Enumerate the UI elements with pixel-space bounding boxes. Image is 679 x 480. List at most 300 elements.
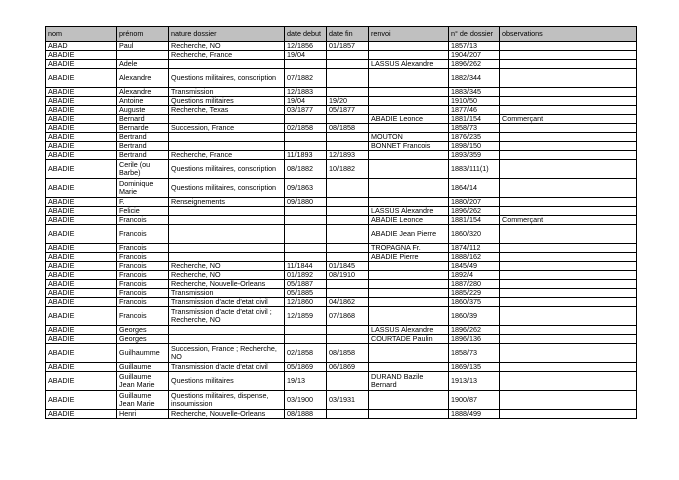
cell-observations — [500, 42, 637, 51]
cell-numero-dossier: 1858/73 — [449, 344, 500, 363]
header-date-debut: date debut — [285, 27, 327, 42]
cell-nom: ABADIE — [46, 289, 117, 298]
cell-renvoi — [369, 160, 449, 179]
cell-numero-dossier: 1913/13 — [449, 372, 500, 391]
cell-date-fin — [327, 69, 369, 88]
cell-renvoi — [369, 307, 449, 326]
cell-renvoi — [369, 344, 449, 363]
cell-prenom: Bertrand — [117, 133, 169, 142]
cell-observations: Commerçant — [500, 216, 637, 225]
cell-renvoi: ABADIE Leonce — [369, 115, 449, 124]
cell-date-debut — [285, 216, 327, 225]
cell-numero-dossier: 1893/359 — [449, 151, 500, 160]
cell-date-fin — [327, 207, 369, 216]
cell-observations — [500, 262, 637, 271]
cell-nature-dossier — [169, 244, 285, 253]
cell-nom: ABADIE — [46, 225, 117, 244]
cell-observations — [500, 133, 637, 142]
cell-prenom: Francois — [117, 244, 169, 253]
cell-nom: ABADIE — [46, 124, 117, 133]
cell-observations — [500, 363, 637, 372]
cell-renvoi — [369, 363, 449, 372]
cell-observations — [500, 207, 637, 216]
table-row — [46, 280, 637, 289]
cell-date-debut: 05/1887 — [285, 280, 327, 289]
cell-nature-dossier — [169, 253, 285, 262]
cell-prenom: Guillaume — [117, 363, 169, 372]
cell-numero-dossier: 1881/154 — [449, 115, 500, 124]
cell-nature-dossier: Transmission — [169, 289, 285, 298]
cell-nom: ABADIE — [46, 335, 117, 344]
cell-nature-dossier: Recherche, France — [169, 151, 285, 160]
cell-observations — [500, 179, 637, 198]
cell-numero-dossier: 1904/207 — [449, 51, 500, 60]
cell-renvoi — [369, 97, 449, 106]
cell-prenom: Bernarde — [117, 124, 169, 133]
cell-date-fin — [327, 253, 369, 262]
cell-nature-dossier: Questions militaires, conscription — [169, 69, 285, 88]
cell-renvoi: MOUTON — [369, 133, 449, 142]
table-row — [46, 216, 637, 225]
cell-date-debut — [285, 244, 327, 253]
cell-nature-dossier — [169, 60, 285, 69]
cell-nom: ABADIE — [46, 142, 117, 151]
cell-date-debut — [285, 225, 327, 244]
cell-date-fin: 01/1857 — [327, 42, 369, 51]
table-row — [46, 115, 637, 124]
cell-date-debut — [285, 326, 327, 335]
cell-nom: ABADIE — [46, 253, 117, 262]
cell-nature-dossier: Questions militaires, conscription — [169, 179, 285, 198]
cell-date-debut: 08/1888 — [285, 410, 327, 419]
table-row — [46, 97, 637, 106]
cell-renvoi: LASSUS Alexandre — [369, 207, 449, 216]
cell-nature-dossier: Transmission d'acte d'etat civil ; Recherche, NO — [169, 307, 285, 326]
cell-nom: ABADIE — [46, 88, 117, 97]
cell-observations — [500, 335, 637, 344]
cell-renvoi: ABADIE Pierre — [369, 253, 449, 262]
table-row — [46, 363, 637, 372]
cell-numero-dossier: 1860/39 — [449, 307, 500, 326]
cell-numero-dossier: 1874/112 — [449, 244, 500, 253]
cell-observations — [500, 51, 637, 60]
cell-prenom: Georges — [117, 326, 169, 335]
cell-nom: ABADIE — [46, 410, 117, 419]
cell-nom: ABADIE — [46, 326, 117, 335]
cell-renvoi: ABADIE Leonce — [369, 216, 449, 225]
cell-observations — [500, 326, 637, 335]
cell-numero-dossier: 1896/136 — [449, 335, 500, 344]
cell-date-debut: 11/1844 — [285, 262, 327, 271]
cell-prenom: Cerile (ou Barbe) — [117, 160, 169, 179]
cell-nature-dossier: Questions militaires, conscription — [169, 160, 285, 179]
cell-nature-dossier: Questions militaires — [169, 97, 285, 106]
cell-prenom: Guillaume Jean Marie — [117, 372, 169, 391]
cell-prenom: Antoine — [117, 97, 169, 106]
header-nature-dossier: nature dossier — [169, 27, 285, 42]
cell-nom: ABADIE — [46, 307, 117, 326]
cell-renvoi — [369, 410, 449, 419]
cell-nature-dossier: Recherche, NO — [169, 262, 285, 271]
table-row — [46, 198, 637, 207]
cell-numero-dossier: 1881/154 — [449, 216, 500, 225]
cell-date-fin — [327, 88, 369, 97]
table-row — [46, 298, 637, 307]
cell-numero-dossier: 1885/229 — [449, 289, 500, 298]
cell-nature-dossier: Succession, France — [169, 124, 285, 133]
cell-nom: ABADIE — [46, 262, 117, 271]
cell-renvoi: DURAND Bazile Bernard — [369, 372, 449, 391]
cell-date-debut: 08/1882 — [285, 160, 327, 179]
cell-date-debut: 19/04 — [285, 51, 327, 60]
cell-observations — [500, 97, 637, 106]
cell-nature-dossier: Renseignements — [169, 198, 285, 207]
cell-renvoi — [369, 280, 449, 289]
cell-renvoi — [369, 106, 449, 115]
table-row — [46, 42, 637, 51]
cell-renvoi — [369, 151, 449, 160]
cell-prenom: Paul — [117, 42, 169, 51]
cell-nature-dossier — [169, 216, 285, 225]
cell-numero-dossier: 1898/150 — [449, 142, 500, 151]
cell-nature-dossier — [169, 207, 285, 216]
cell-date-fin — [327, 198, 369, 207]
cell-date-fin — [327, 372, 369, 391]
cell-renvoi — [369, 51, 449, 60]
cell-prenom: Francois — [117, 216, 169, 225]
cell-date-debut: 02/1858 — [285, 124, 327, 133]
cell-nom: ABADIE — [46, 280, 117, 289]
cell-nom: ABADIE — [46, 69, 117, 88]
cell-date-fin: 06/1869 — [327, 363, 369, 372]
cell-renvoi — [369, 42, 449, 51]
table-row — [46, 142, 637, 151]
cell-numero-dossier: 1888/499 — [449, 410, 500, 419]
cell-nom: ABADIE — [46, 344, 117, 363]
cell-prenom: Alexandre — [117, 69, 169, 88]
table-row — [46, 60, 637, 69]
table-row — [46, 124, 637, 133]
cell-numero-dossier: 1892/4 — [449, 271, 500, 280]
cell-nom: ABADIE — [46, 207, 117, 216]
cell-renvoi — [369, 69, 449, 88]
cell-nature-dossier: Questions militaires — [169, 372, 285, 391]
header-numero-dossier: n° de dossier — [449, 27, 500, 42]
cell-numero-dossier: 1896/262 — [449, 326, 500, 335]
cell-date-debut: 09/1863 — [285, 179, 327, 198]
header-renvoi: renvoi — [369, 27, 449, 42]
cell-date-fin — [327, 133, 369, 142]
cell-prenom: Georges — [117, 335, 169, 344]
cell-prenom: Felicie — [117, 207, 169, 216]
cell-nature-dossier: Transmission — [169, 88, 285, 97]
cell-date-debut: 19/04 — [285, 97, 327, 106]
table-row — [46, 289, 637, 298]
cell-nature-dossier: Recherche, Texas — [169, 106, 285, 115]
cell-renvoi — [369, 179, 449, 198]
cell-date-debut: 02/1858 — [285, 344, 327, 363]
cell-date-fin — [327, 142, 369, 151]
spreadsheet — [45, 26, 637, 419]
cell-date-debut — [285, 142, 327, 151]
cell-numero-dossier: 1883/111(1) — [449, 160, 500, 179]
table-row — [46, 69, 637, 88]
cell-numero-dossier: 1845/49 — [449, 262, 500, 271]
table-row — [46, 244, 637, 253]
cell-date-debut — [285, 253, 327, 262]
cell-date-fin: 08/1858 — [327, 344, 369, 363]
cell-nature-dossier: Transmission d'acte d'etat civil — [169, 363, 285, 372]
cell-renvoi: LASSUS Alexandre — [369, 60, 449, 69]
cell-date-debut: 12/1860 — [285, 298, 327, 307]
cell-date-fin — [327, 280, 369, 289]
records-table — [45, 26, 637, 419]
cell-date-debut: 01/1892 — [285, 271, 327, 280]
table-row — [46, 372, 637, 391]
cell-nature-dossier: Recherche, NO — [169, 271, 285, 280]
cell-numero-dossier: 1900/87 — [449, 391, 500, 410]
cell-observations — [500, 198, 637, 207]
cell-date-fin — [327, 179, 369, 198]
cell-prenom: Guilhaumme — [117, 344, 169, 363]
cell-date-debut — [285, 115, 327, 124]
cell-nom: ABADIE — [46, 133, 117, 142]
table-row — [46, 151, 637, 160]
cell-renvoi — [369, 289, 449, 298]
cell-nom: ABADIE — [46, 216, 117, 225]
cell-renvoi: TROPAGNA Fr. — [369, 244, 449, 253]
cell-prenom: Francois — [117, 307, 169, 326]
cell-numero-dossier: 1860/320 — [449, 225, 500, 244]
cell-prenom: Francois — [117, 271, 169, 280]
cell-prenom: Francois — [117, 289, 169, 298]
cell-nature-dossier: Recherche, Nouvelle-Orleans — [169, 280, 285, 289]
cell-prenom: Bertrand — [117, 142, 169, 151]
cell-date-fin — [327, 225, 369, 244]
cell-nom: ABADIE — [46, 363, 117, 372]
cell-date-fin — [327, 410, 369, 419]
cell-date-fin: 19/20 — [327, 97, 369, 106]
cell-prenom: Francois — [117, 298, 169, 307]
cell-date-fin — [327, 60, 369, 69]
cell-nature-dossier — [169, 133, 285, 142]
cell-renvoi — [369, 124, 449, 133]
cell-observations — [500, 391, 637, 410]
cell-renvoi: LASSUS Alexandre — [369, 326, 449, 335]
cell-observations — [500, 253, 637, 262]
cell-nom: ABADIE — [46, 179, 117, 198]
cell-prenom: Bertrand — [117, 151, 169, 160]
cell-nom: ABAD — [46, 42, 117, 51]
cell-date-fin — [327, 115, 369, 124]
cell-date-fin — [327, 289, 369, 298]
table-row — [46, 88, 637, 97]
cell-numero-dossier: 1869/135 — [449, 363, 500, 372]
cell-prenom: Francois — [117, 262, 169, 271]
cell-date-fin — [327, 335, 369, 344]
cell-renvoi — [369, 198, 449, 207]
cell-date-debut: 19/13 — [285, 372, 327, 391]
cell-date-debut: 05/1885 — [285, 289, 327, 298]
cell-nom: ABADIE — [46, 97, 117, 106]
cell-numero-dossier: 1888/162 — [449, 253, 500, 262]
cell-nature-dossier: Recherche, NO — [169, 42, 285, 51]
cell-date-debut: 12/1859 — [285, 307, 327, 326]
cell-nom: ABADIE — [46, 391, 117, 410]
cell-date-debut: 12/1883 — [285, 88, 327, 97]
cell-observations — [500, 69, 637, 88]
cell-prenom: F. — [117, 198, 169, 207]
cell-nature-dossier — [169, 142, 285, 151]
cell-date-debut — [285, 133, 327, 142]
cell-numero-dossier: 1883/345 — [449, 88, 500, 97]
cell-nom: ABADIE — [46, 372, 117, 391]
cell-observations — [500, 124, 637, 133]
cell-date-fin: 01/1845 — [327, 262, 369, 271]
table-row — [46, 326, 637, 335]
cell-prenom: Guillaume Jean Marie — [117, 391, 169, 410]
cell-nom: ABADIE — [46, 198, 117, 207]
cell-date-debut: 09/1880 — [285, 198, 327, 207]
cell-observations — [500, 225, 637, 244]
cell-nature-dossier: Transmission d'acte d'etat civil — [169, 298, 285, 307]
cell-prenom: Francois — [117, 225, 169, 244]
cell-renvoi — [369, 262, 449, 271]
cell-observations: Commerçant — [500, 115, 637, 124]
cell-nature-dossier: Questions militaires, dispense, insoumission — [169, 391, 285, 410]
cell-prenom — [117, 51, 169, 60]
table-row — [46, 344, 637, 363]
header-row — [46, 27, 637, 42]
cell-numero-dossier: 1880/207 — [449, 198, 500, 207]
cell-observations — [500, 106, 637, 115]
cell-date-debut — [285, 335, 327, 344]
cell-observations — [500, 60, 637, 69]
cell-date-fin: 07/1868 — [327, 307, 369, 326]
cell-nature-dossier: Recherche, Nouvelle-Orleans — [169, 410, 285, 419]
cell-date-debut: 11/1893 — [285, 151, 327, 160]
cell-nom: ABADIE — [46, 106, 117, 115]
cell-observations — [500, 372, 637, 391]
cell-observations — [500, 307, 637, 326]
cell-observations — [500, 410, 637, 419]
cell-date-fin: 08/1858 — [327, 124, 369, 133]
table-row — [46, 271, 637, 280]
header-prenom: prénom — [117, 27, 169, 42]
table-row — [46, 335, 637, 344]
table-row — [46, 133, 637, 142]
header-date-fin: date fin — [327, 27, 369, 42]
cell-nom: ABADIE — [46, 60, 117, 69]
cell-nature-dossier — [169, 326, 285, 335]
table-row — [46, 160, 637, 179]
cell-renvoi — [369, 88, 449, 97]
table-row — [46, 262, 637, 271]
cell-date-fin: 03/1931 — [327, 391, 369, 410]
cell-date-fin — [327, 244, 369, 253]
cell-numero-dossier: 1857/13 — [449, 42, 500, 51]
cell-date-fin — [327, 51, 369, 60]
cell-numero-dossier: 1887/280 — [449, 280, 500, 289]
cell-prenom: Adele — [117, 60, 169, 69]
cell-observations — [500, 160, 637, 179]
cell-date-debut: 05/1869 — [285, 363, 327, 372]
cell-numero-dossier: 1860/375 — [449, 298, 500, 307]
cell-numero-dossier: 1876/235 — [449, 133, 500, 142]
table-row — [46, 253, 637, 262]
header-nom: nom — [46, 27, 117, 42]
cell-date-debut: 12/1856 — [285, 42, 327, 51]
cell-renvoi: ABADIE Jean Pierre — [369, 225, 449, 244]
cell-numero-dossier: 1882/344 — [449, 69, 500, 88]
cell-nom: ABADIE — [46, 244, 117, 253]
cell-numero-dossier: 1910/50 — [449, 97, 500, 106]
cell-nom: ABADIE — [46, 51, 117, 60]
table-row — [46, 307, 637, 326]
cell-renvoi: BONNET Francois — [369, 142, 449, 151]
cell-date-fin: 04/1862 — [327, 298, 369, 307]
cell-nature-dossier: Recherche, France — [169, 51, 285, 60]
cell-renvoi — [369, 298, 449, 307]
cell-prenom: Alexandre — [117, 88, 169, 97]
cell-observations — [500, 289, 637, 298]
cell-nature-dossier — [169, 115, 285, 124]
cell-nature-dossier: Succession, France ; Recherche, NO — [169, 344, 285, 363]
cell-observations — [500, 151, 637, 160]
table-row — [46, 106, 637, 115]
cell-observations — [500, 344, 637, 363]
cell-nom: ABADIE — [46, 298, 117, 307]
cell-observations — [500, 298, 637, 307]
cell-numero-dossier: 1896/262 — [449, 207, 500, 216]
table-row — [46, 391, 637, 410]
cell-observations — [500, 88, 637, 97]
table-row — [46, 225, 637, 244]
cell-renvoi: COURTADE Paulin — [369, 335, 449, 344]
cell-date-debut: 07/1882 — [285, 69, 327, 88]
cell-date-fin — [327, 326, 369, 335]
table-row — [46, 179, 637, 198]
cell-numero-dossier: 1858/73 — [449, 124, 500, 133]
cell-observations — [500, 244, 637, 253]
cell-date-fin — [327, 216, 369, 225]
cell-numero-dossier: 1877/46 — [449, 106, 500, 115]
cell-nom: ABADIE — [46, 151, 117, 160]
cell-date-fin: 10/1882 — [327, 160, 369, 179]
cell-date-debut — [285, 60, 327, 69]
cell-nom: ABADIE — [46, 271, 117, 280]
cell-date-debut: 03/1877 — [285, 106, 327, 115]
cell-date-debut — [285, 207, 327, 216]
cell-date-fin: 08/1910 — [327, 271, 369, 280]
cell-prenom: Bernard — [117, 115, 169, 124]
cell-numero-dossier: 1896/262 — [449, 60, 500, 69]
header-observations: observations — [500, 27, 637, 42]
cell-nom: ABADIE — [46, 115, 117, 124]
cell-observations — [500, 142, 637, 151]
cell-date-fin: 05/1877 — [327, 106, 369, 115]
cell-observations — [500, 280, 637, 289]
cell-renvoi — [369, 271, 449, 280]
cell-nom: ABADIE — [46, 160, 117, 179]
table-row — [46, 51, 637, 60]
cell-numero-dossier: 1864/14 — [449, 179, 500, 198]
cell-date-fin: 12/1893 — [327, 151, 369, 160]
cell-nature-dossier — [169, 225, 285, 244]
table-row — [46, 207, 637, 216]
cell-prenom: Auguste — [117, 106, 169, 115]
cell-date-debut: 03/1900 — [285, 391, 327, 410]
